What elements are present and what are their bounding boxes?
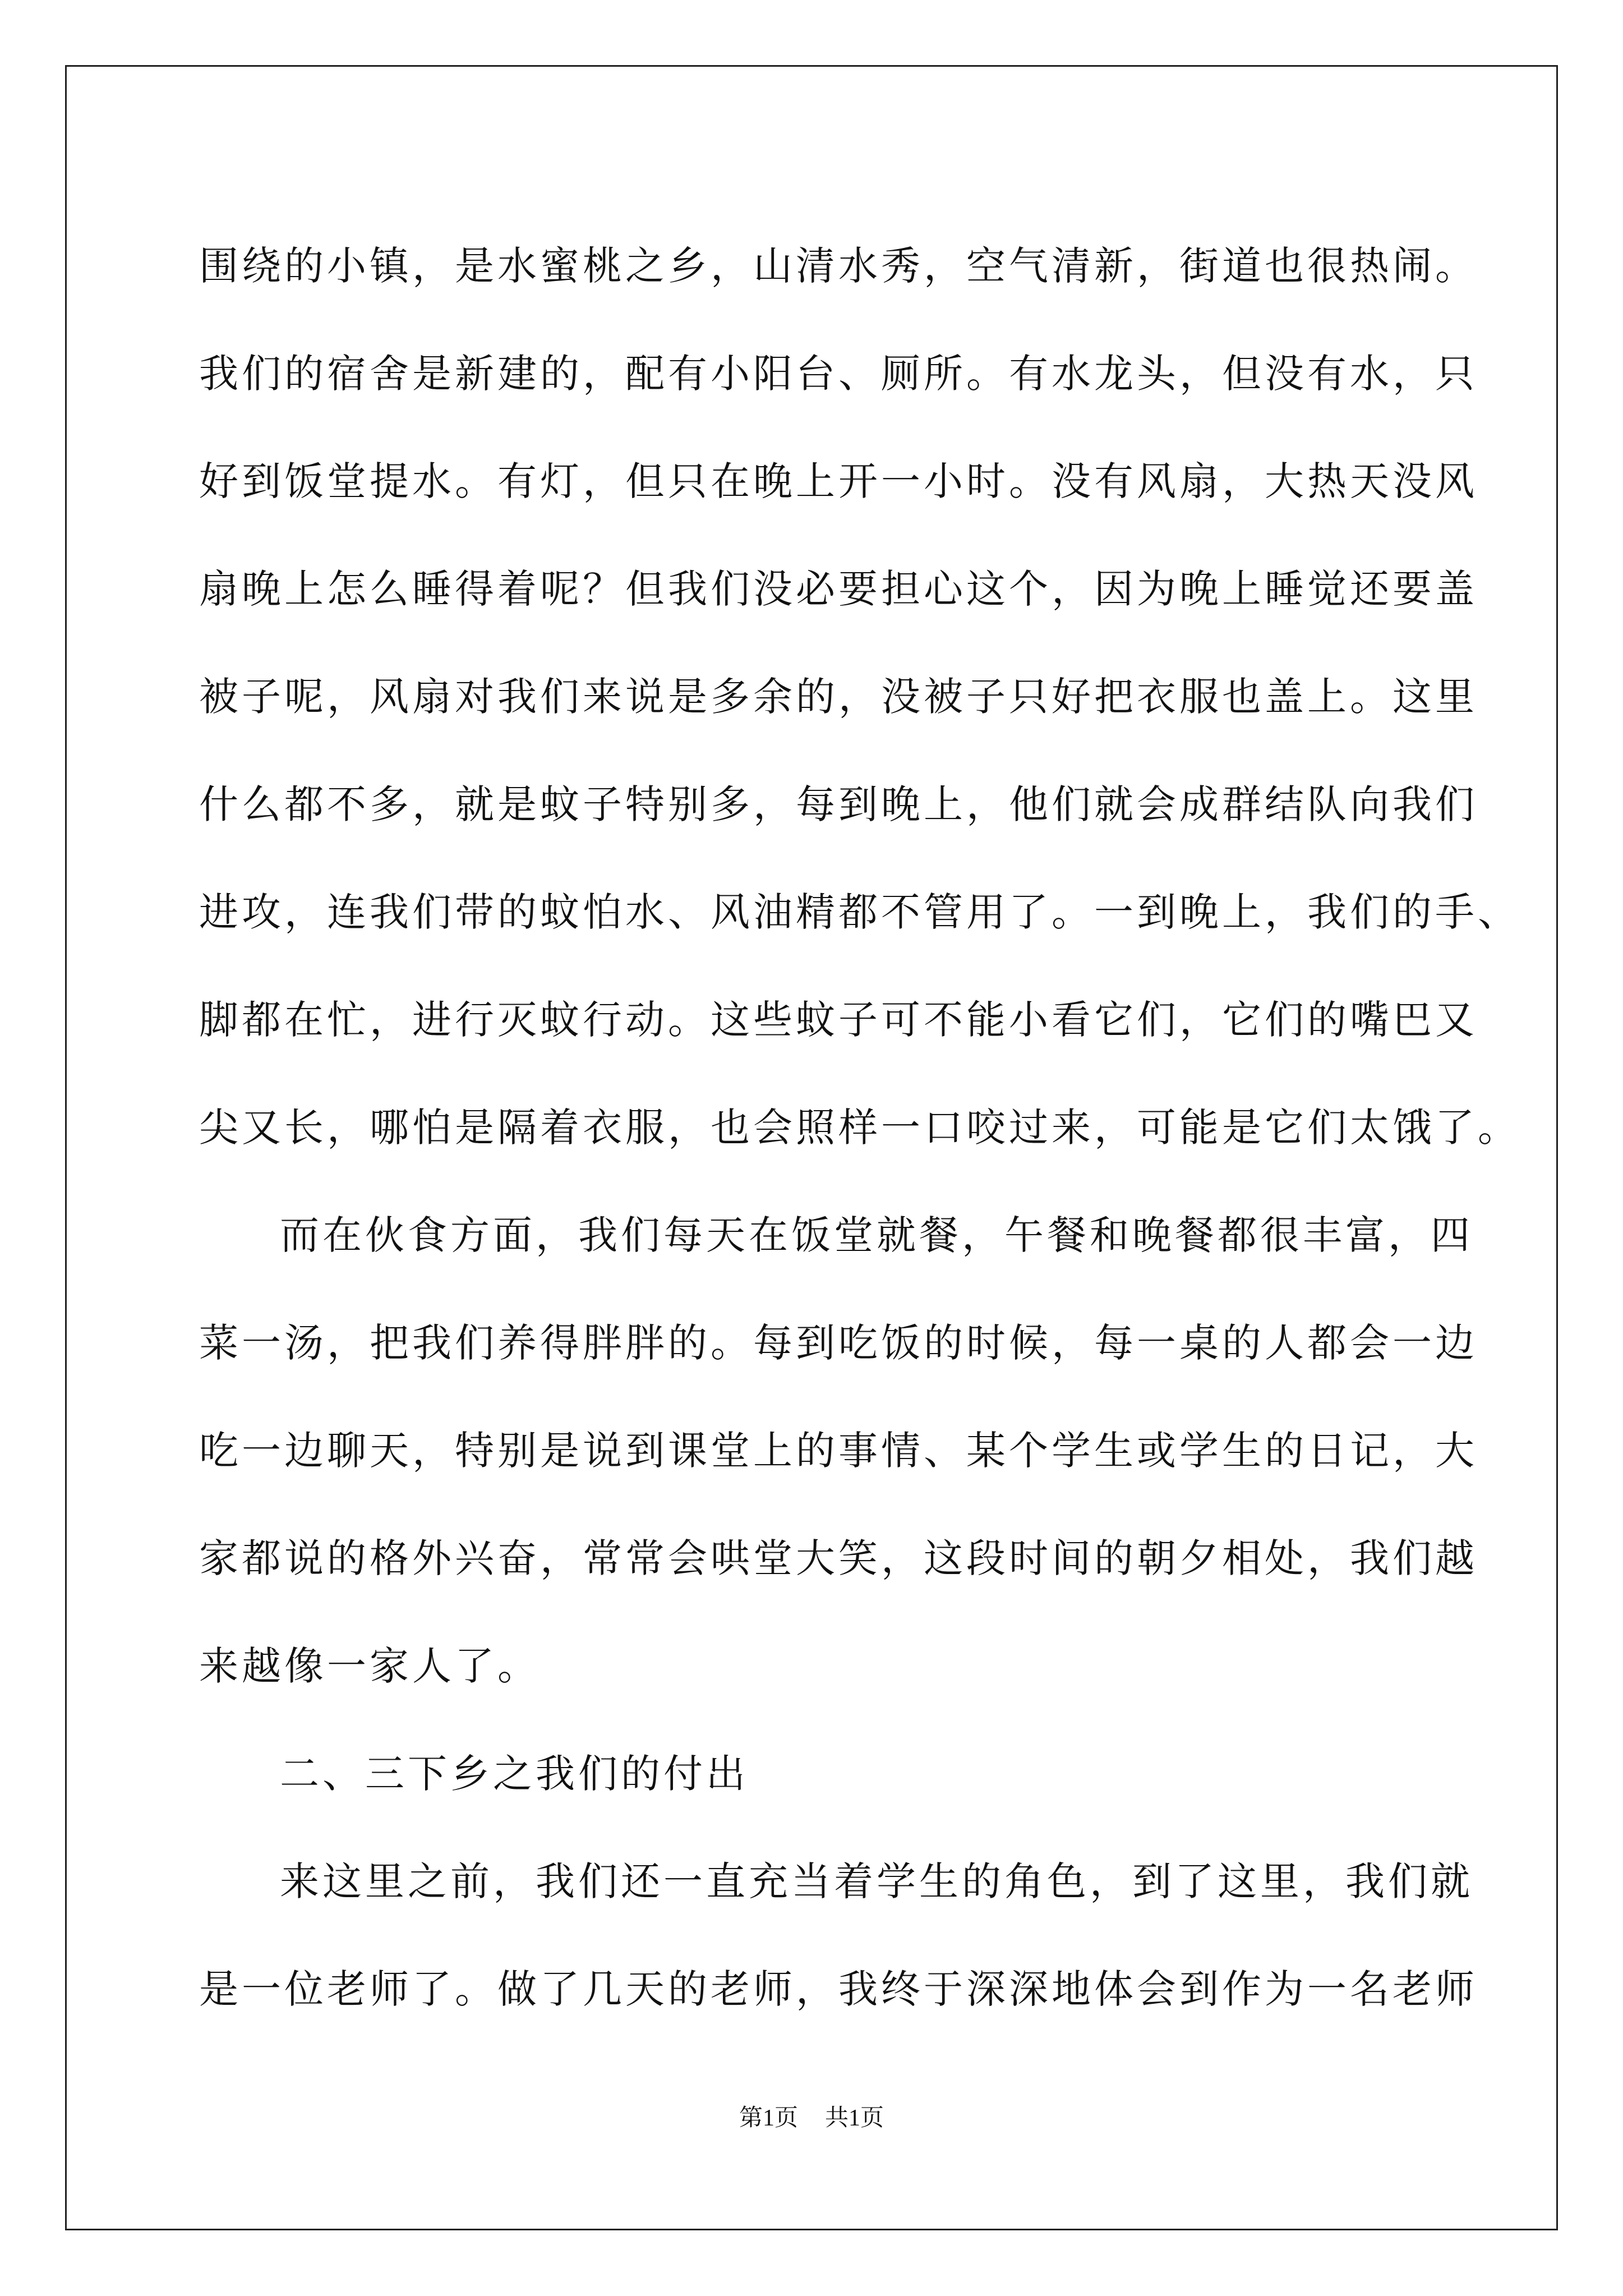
section-heading: 二、三下乡之我们的付出	[280, 1751, 749, 1797]
page-number: 第1页	[739, 2105, 798, 2131]
text-line: 进攻，连我们带的蚊怕水、风油精都不管用了。一到晚上，我们的手、	[199, 889, 1520, 935]
text-line: 好到饭堂提水。有灯，但只在晚上开一小时。没有风扇，大热天没风	[199, 458, 1478, 504]
text-line: 是一位老师了。做了几天的老师，我终于深深地体会到作为一名老师	[199, 1966, 1478, 2012]
text-line: 围绕的小镇，是水蜜桃之乡，山清水秀，空气清新，街道也很热闹。	[199, 243, 1478, 289]
page-total: 共1页	[825, 2105, 884, 2131]
text-line: 被子呢，风扇对我们来说是多余的，没被子只好把衣服也盖上。这里	[199, 674, 1478, 720]
text-line: 脚都在忙，进行灭蚊行动。这些蚊子可不能小看它们，它们的嘴巴又	[199, 997, 1478, 1043]
paragraph-start-line: 来这里之前，我们还一直充当着学生的角色，到了这里，我们就	[280, 1858, 1473, 1904]
paragraph-start-line: 而在伙食方面，我们每天在饭堂就餐，午餐和晚餐都很丰富，四	[280, 1212, 1473, 1258]
text-line: 我们的宿舍是新建的，配有小阳台、厕所。有水龙头，但没有水，只	[199, 351, 1478, 397]
text-line: 菜一汤，把我们养得胖胖的。每到吃饭的时候，每一桌的人都会一边	[199, 1320, 1478, 1366]
text-line: 来越像一家人了。	[199, 1643, 540, 1689]
text-line: 什么都不多，就是蚊子特别多，每到晚上，他们就会成群结队向我们	[199, 781, 1478, 827]
text-line: 家都说的格外兴奋，常常会哄堂大笑，这段时间的朝夕相处，我们越	[199, 1535, 1478, 1581]
text-line: 扇晚上怎么睡得着呢？但我们没必要担心这个，因为晚上睡觉还要盖	[199, 566, 1478, 612]
text-line: 吃一边聊天，特别是说到课堂上的事情、某个学生或学生的日记，大	[199, 1428, 1478, 1474]
text-line: 尖又长，哪怕是隔着衣服，也会照样一口咬过来，可能是它们太饿了。	[199, 1105, 1520, 1151]
page-footer	[0, 2099, 1623, 2133]
document-body	[199, 212, 1520, 2043]
